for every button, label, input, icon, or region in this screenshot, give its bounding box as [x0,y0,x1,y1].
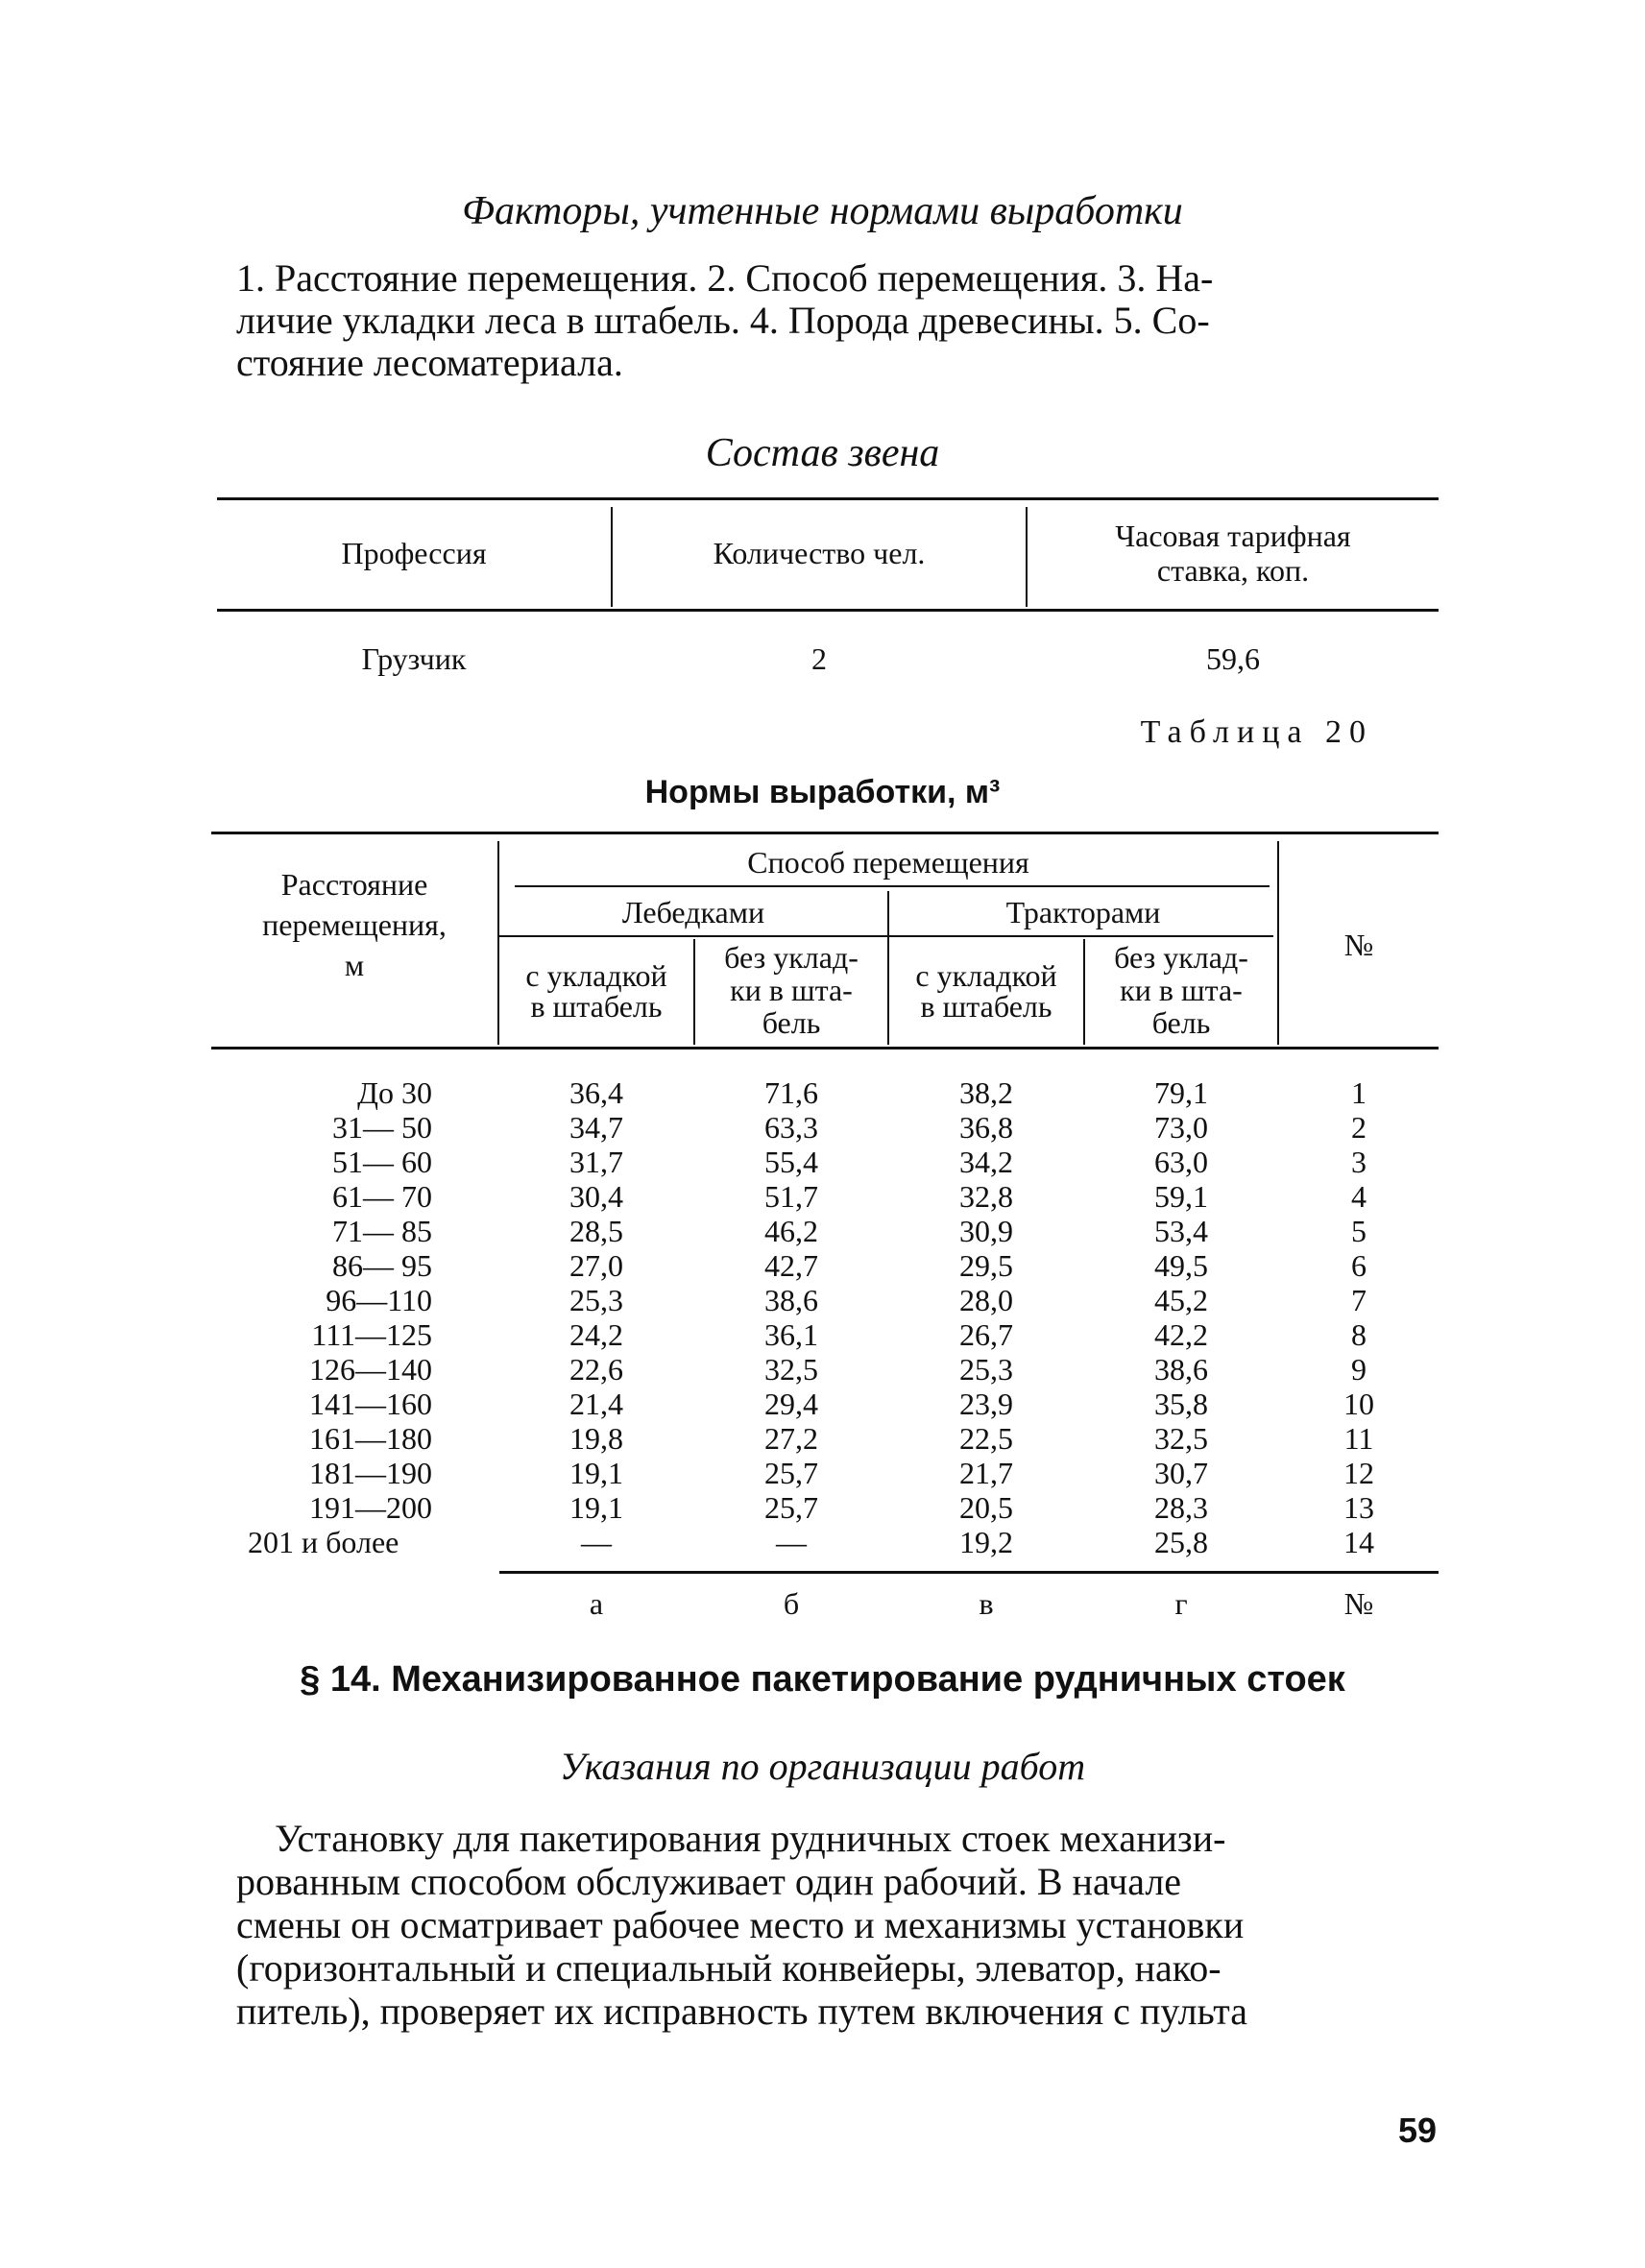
cell-distance: 126—140 [309,1352,432,1387]
header-tractor-without-stack [1085,941,1277,1039]
section-line: питель), проверяет их исправность путем включения с пульта [236,1990,1247,2033]
cell-number: 12 [1343,1456,1374,1490]
header-line: бель [762,1005,821,1040]
cell-number: 7 [1351,1283,1367,1317]
cell-winch-with-stack: 28,5 [569,1214,623,1248]
header-distance-line: перемещения, [262,907,447,942]
cell-number: 4 [1351,1179,1367,1214]
cell-winch-without-stack: 36,1 [764,1317,818,1352]
header-line: без уклад- [1114,940,1248,975]
cell-winch-without-stack: 51,7 [764,1179,818,1214]
cell-winch-without-stack: 38,6 [764,1283,818,1317]
crew-cell-profession: Грузчик [361,641,467,676]
cell-number: 6 [1351,1248,1367,1283]
cell-tractor-without-stack: 32,5 [1154,1421,1208,1456]
cell-tractor-without-stack: 49,5 [1154,1248,1208,1283]
section-line: рованным способом обслуживает один рабочий. В начале [236,1860,1182,1903]
cell-winch-with-stack: 22,6 [569,1352,623,1387]
crew-header-rate-line: Часовая тарифная [1115,519,1351,553]
cell-winch-with-stack: 31,7 [569,1145,623,1179]
cell-number: 11 [1343,1421,1374,1456]
cell-winch-without-stack: 32,5 [764,1352,818,1387]
cell-winch-without-stack: 42,7 [764,1248,818,1283]
section-paragraph [236,1817,1437,2033]
cell-winch-without-stack: 55,4 [764,1145,818,1179]
crew-heading: Состав звена [705,431,940,475]
cell-winch-with-stack: 21,4 [569,1387,623,1421]
crew-header-profession: Профессия [341,536,487,570]
table-row [211,1317,1439,1352]
table-row [211,1421,1439,1456]
cell-tractor-with-stack: 30,9 [959,1214,1013,1248]
cell-distance: 31— 50 [332,1110,432,1145]
header-line: без уклад- [724,940,859,975]
cell-winch-without-stack: 71,6 [764,1075,818,1110]
cell-tractor-with-stack: 20,5 [959,1490,1013,1525]
footer-col-a: а [589,1586,604,1621]
cell-winch-with-stack: 19,1 [569,1490,623,1525]
cell-number: 13 [1343,1490,1374,1525]
section-title: § 14. Механизированное пакетирование рудничных стоек [300,1659,1345,1700]
cell-winch-without-stack: 27,2 [764,1421,818,1456]
section-subtitle: Указания по организации работ [559,1745,1086,1788]
header-tractor-with-stack [889,960,1083,1022]
crew-header-count: Количество чел. [713,536,926,570]
cell-distance: 181—190 [309,1456,432,1490]
table-row [211,1283,1439,1317]
header-number: № [1343,928,1374,962]
crew-table-header-rule [217,609,1439,612]
cell-number: 2 [1351,1110,1367,1145]
header-line: ки в шта- [1120,973,1243,1007]
cell-number: 14 [1343,1525,1374,1559]
cell-tractor-with-stack: 26,7 [959,1317,1013,1352]
header-line: в штабель [920,989,1052,1024]
crew-table-top-rule [217,497,1439,500]
header-line: ки в шта- [730,973,853,1007]
table-row [211,1145,1439,1179]
cell-tractor-without-stack: 59,1 [1154,1179,1208,1214]
cell-number: 9 [1351,1352,1367,1387]
cell-tractor-without-stack: 42,2 [1154,1317,1208,1352]
cell-winch-with-stack: 30,4 [569,1179,623,1214]
footer-col-d: г [1174,1586,1188,1621]
table-row [211,1179,1439,1214]
cell-winch-without-stack: 63,3 [764,1110,818,1145]
crew-cell-rate: 59,6 [1206,641,1260,676]
factors-paragraph [236,257,1437,384]
cell-distance: 86— 95 [332,1248,432,1283]
table-row [211,1214,1439,1248]
cell-tractor-with-stack: 38,2 [959,1075,1013,1110]
factors-line: 1. Расстояние перемещения. 2. Способ перемещения. 3. На- [236,256,1214,300]
header-line: в штабель [530,989,663,1024]
cell-tractor-without-stack: 79,1 [1154,1075,1208,1110]
cell-tractor-without-stack: 30,7 [1154,1456,1208,1490]
cell-winch-with-stack: 36,4 [569,1075,623,1110]
cell-winch-without-stack: 25,7 [764,1456,818,1490]
cell-winch-with-stack: 34,7 [569,1110,623,1145]
header-line: с укладкой [915,958,1057,993]
table-label: Таблица 20 [1140,714,1373,750]
cell-winch-without-stack: 25,7 [764,1490,818,1525]
cell-tractor-with-stack: 19,2 [959,1525,1013,1559]
cell-tractor-without-stack: 73,0 [1154,1110,1208,1145]
table-row [211,1387,1439,1421]
cell-distance: 61— 70 [332,1179,432,1214]
footer-col-c: в [979,1586,994,1621]
header-distance-line: Расстояние [280,867,428,902]
cell-tractor-with-stack: 22,5 [959,1421,1013,1456]
section-line: Установку для пакетирования рудничных стоек механизи- [275,1817,1226,1860]
table20-bottom-rule [499,1571,1439,1574]
cell-tractor-with-stack: 32,8 [959,1179,1013,1214]
cell-tractor-with-stack: 28,0 [959,1283,1013,1317]
section-line: (горизонтальный и специальный конвейеры, элеватор, нако- [236,1946,1222,1990]
cell-tractor-without-stack: 38,6 [1154,1352,1208,1387]
cell-winch-with-stack: 19,8 [569,1421,623,1456]
cell-distance: До 30 [357,1075,432,1110]
table-row [211,1075,1439,1110]
footer-col-number: № [1343,1586,1374,1621]
table-row [211,1352,1439,1387]
cell-number: 10 [1343,1387,1374,1421]
table-row [211,1110,1439,1145]
factors-heading: Факторы, учтенные нормами выработки [462,189,1183,233]
crew-header-rate-line: ставка, коп. [1156,553,1310,588]
factors-line: стояние лесоматериала. [236,341,623,384]
cell-tractor-without-stack: 28,3 [1154,1490,1208,1525]
header-distance [211,864,497,985]
table-row [211,1456,1439,1490]
header-line: с укладкой [525,958,667,993]
table-row [211,1490,1439,1525]
cell-distance: 161—180 [309,1421,432,1456]
header-distance-line: м [344,948,365,982]
cell-tractor-without-stack: 53,4 [1154,1214,1208,1248]
header-tractors: Тракторами [1005,895,1161,929]
cell-tractor-without-stack: 45,2 [1154,1283,1208,1317]
cell-tractor-with-stack: 25,3 [959,1352,1013,1387]
table20-header-rule [211,1047,1439,1050]
cell-tractor-with-stack: 21,7 [959,1456,1013,1490]
table-row [211,1525,1439,1559]
cell-tractor-without-stack: 25,8 [1154,1525,1208,1559]
header-method: Способ перемещения [747,845,1029,880]
header-winch-without-stack [695,941,887,1039]
header-line: бель [1151,1005,1211,1040]
cell-tractor-with-stack: 29,5 [959,1248,1013,1283]
table-title: Нормы выработки, м³ [644,774,1001,810]
cell-tractor-with-stack: 36,8 [959,1110,1013,1145]
table20-tractor-rule [889,935,1273,937]
cell-winch-without-stack: 29,4 [764,1387,818,1421]
cell-winch-with-stack: 24,2 [569,1317,623,1352]
cell-winch-with-stack: 25,3 [569,1283,623,1317]
cell-tractor-without-stack: 63,0 [1154,1145,1208,1179]
cell-winch-without-stack: — [776,1525,807,1559]
cell-tractor-without-stack: 35,8 [1154,1387,1208,1421]
table20-winch-rule [499,935,887,937]
cell-tractor-with-stack: 34,2 [959,1145,1013,1179]
cell-distance: 141—160 [309,1387,432,1421]
table-row [211,1248,1439,1283]
table20-top-rule [211,832,1439,834]
crew-header-rate [1028,519,1439,588]
cell-number: 1 [1351,1075,1367,1110]
cell-distance: 71— 85 [332,1214,432,1248]
cell-number: 5 [1351,1214,1367,1248]
factors-line: личие укладки леса в штабель. 4. Порода древесины. 5. Со- [236,299,1210,342]
crew-cell-count: 2 [811,641,827,676]
page-number: 59 [1397,2111,1437,2150]
footer-col-b: б [783,1586,800,1621]
cell-distance: 111—125 [311,1317,432,1352]
cell-distance: 51— 60 [332,1145,432,1179]
cell-number: 3 [1351,1145,1367,1179]
cell-winch-without-stack: 46,2 [764,1214,818,1248]
cell-tractor-with-stack: 23,9 [959,1387,1013,1421]
cell-winch-with-stack: 27,0 [569,1248,623,1283]
header-winch-with-stack [499,960,693,1022]
header-winches: Лебедками [621,895,765,929]
cell-number: 8 [1351,1317,1367,1352]
section-line: смены он осматривает рабочее место и механизмы установки [236,1903,1245,1946]
cell-winch-with-stack: 19,1 [569,1456,623,1490]
cell-distance: 191—200 [309,1490,432,1525]
cell-distance: 96—110 [326,1283,432,1317]
cell-winch-with-stack: — [581,1525,612,1559]
table20-method-rule [515,885,1270,887]
cell-distance: 201 и более [248,1525,399,1559]
